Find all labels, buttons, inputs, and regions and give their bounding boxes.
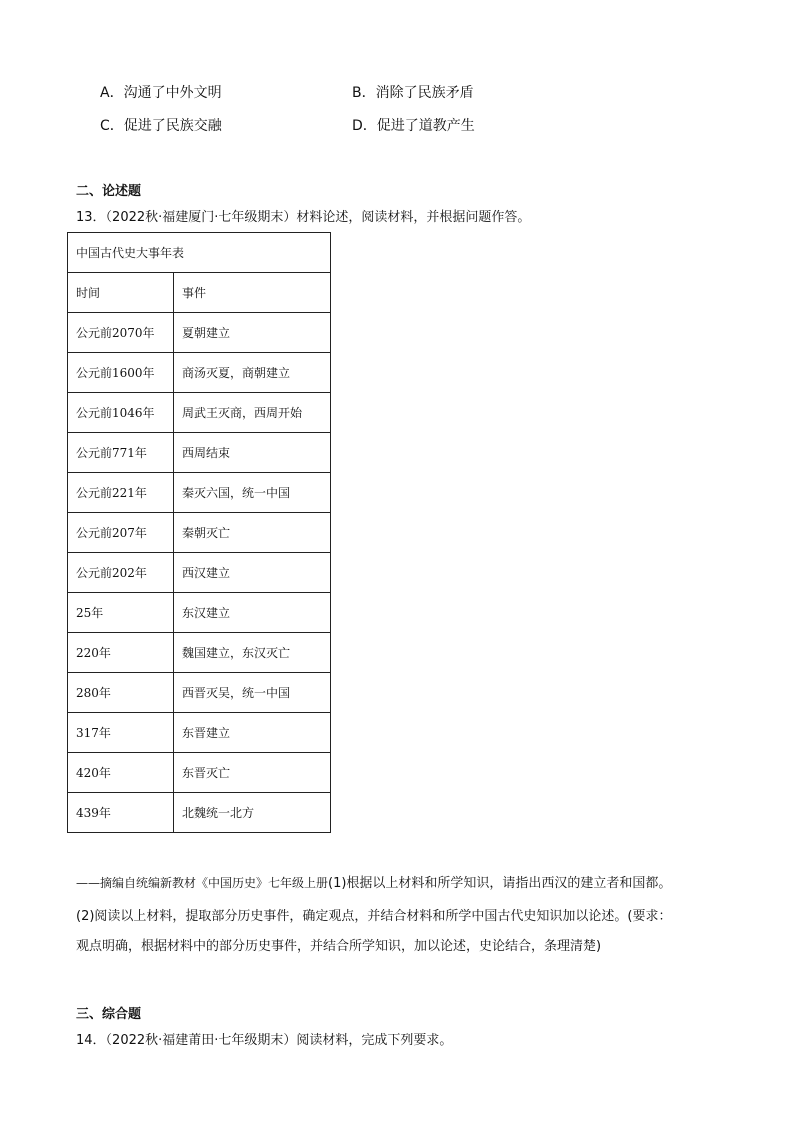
material-source: ——摘编自统编新教材《中国历史》七年级上册 bbox=[76, 876, 329, 890]
event-time: 公元前207年 bbox=[68, 513, 174, 553]
event-time: 公元前1046年 bbox=[68, 393, 174, 433]
sub-question-2-line-1: (2)阅读以上材料，提取部分历史事件，确定观点，并结合材料和所学中国古代史知识加以论述。(要求： bbox=[76, 909, 672, 924]
event-description: 魏国建立，东汉灭亡 bbox=[174, 633, 331, 673]
option-c: C．促进了民族交融 bbox=[100, 118, 222, 134]
event-description: 夏朝建立 bbox=[174, 313, 331, 353]
event-description: 西晋灭吴，统一中国 bbox=[174, 673, 331, 713]
option-b: B．消除了民族矛盾 bbox=[352, 85, 474, 101]
event-description: 东晋灭亡 bbox=[174, 753, 331, 793]
event-time: 公元前771年 bbox=[68, 433, 174, 473]
section-title-essay: 二、论述题 bbox=[76, 184, 142, 199]
question-13-stem: 13．（2022秋·福建厦门·七年级期末）材料论述，阅读材料，并根据问题作答。 bbox=[76, 210, 531, 225]
event-time: 280年 bbox=[68, 673, 174, 713]
event-time: 25年 bbox=[68, 593, 174, 633]
event-description: 周武王灭商，西周开始 bbox=[174, 393, 331, 433]
event-description: 西汉建立 bbox=[174, 553, 331, 593]
source-and-subquestion-1 bbox=[76, 872, 671, 891]
header-event: 事件 bbox=[174, 273, 331, 313]
event-time: 439年 bbox=[68, 793, 174, 833]
table-header-row bbox=[68, 273, 331, 313]
event-description: 东晋建立 bbox=[174, 713, 331, 753]
event-time: 220年 bbox=[68, 633, 174, 673]
header-time: 时间 bbox=[68, 273, 174, 313]
event-description: 秦灭六国，统一中国 bbox=[174, 473, 331, 513]
table-row bbox=[68, 353, 331, 393]
chronology-table bbox=[67, 232, 331, 833]
section-title-comprehensive: 三、综合题 bbox=[76, 1007, 142, 1022]
question-14-stem: 14．（2022秋·福建莆田·七年级期末）阅读材料，完成下列要求。 bbox=[76, 1033, 453, 1048]
table-row bbox=[68, 713, 331, 753]
event-time: 公元前221年 bbox=[68, 473, 174, 513]
table-row bbox=[68, 313, 331, 353]
event-time: 公元前202年 bbox=[68, 553, 174, 593]
event-time: 公元前1600年 bbox=[68, 353, 174, 393]
event-time: 317年 bbox=[68, 713, 174, 753]
sub-question-2-line-2: 观点明确，根据材料中的部分历史事件，并结合所学知识，加以论述，史论结合，条理清楚) bbox=[76, 939, 602, 954]
table-caption: 中国古代史大事年表 bbox=[68, 233, 331, 273]
table-caption-row bbox=[68, 233, 331, 273]
event-description: 秦朝灭亡 bbox=[174, 513, 331, 553]
event-description: 北魏统一北方 bbox=[174, 793, 331, 833]
event-time: 420年 bbox=[68, 753, 174, 793]
option-d: D．促进了道教产生 bbox=[352, 118, 475, 134]
event-time: 公元前2070年 bbox=[68, 313, 174, 353]
table-row bbox=[68, 633, 331, 673]
table-row bbox=[68, 793, 331, 833]
table-row bbox=[68, 433, 331, 473]
event-description: 东汉建立 bbox=[174, 593, 331, 633]
table-row bbox=[68, 553, 331, 593]
table-row bbox=[68, 673, 331, 713]
table-row bbox=[68, 473, 331, 513]
table-row bbox=[68, 393, 331, 433]
event-description: 商汤灭夏，商朝建立 bbox=[174, 353, 331, 393]
table-row bbox=[68, 753, 331, 793]
table-row bbox=[68, 593, 331, 633]
table-row bbox=[68, 513, 331, 553]
option-a: A．沟通了中外文明 bbox=[100, 85, 222, 101]
event-description: 西周结束 bbox=[174, 433, 331, 473]
sub-question-1: (1)根据以上材料和所学知识，请指出西汉的建立者和国都。 bbox=[328, 876, 672, 891]
